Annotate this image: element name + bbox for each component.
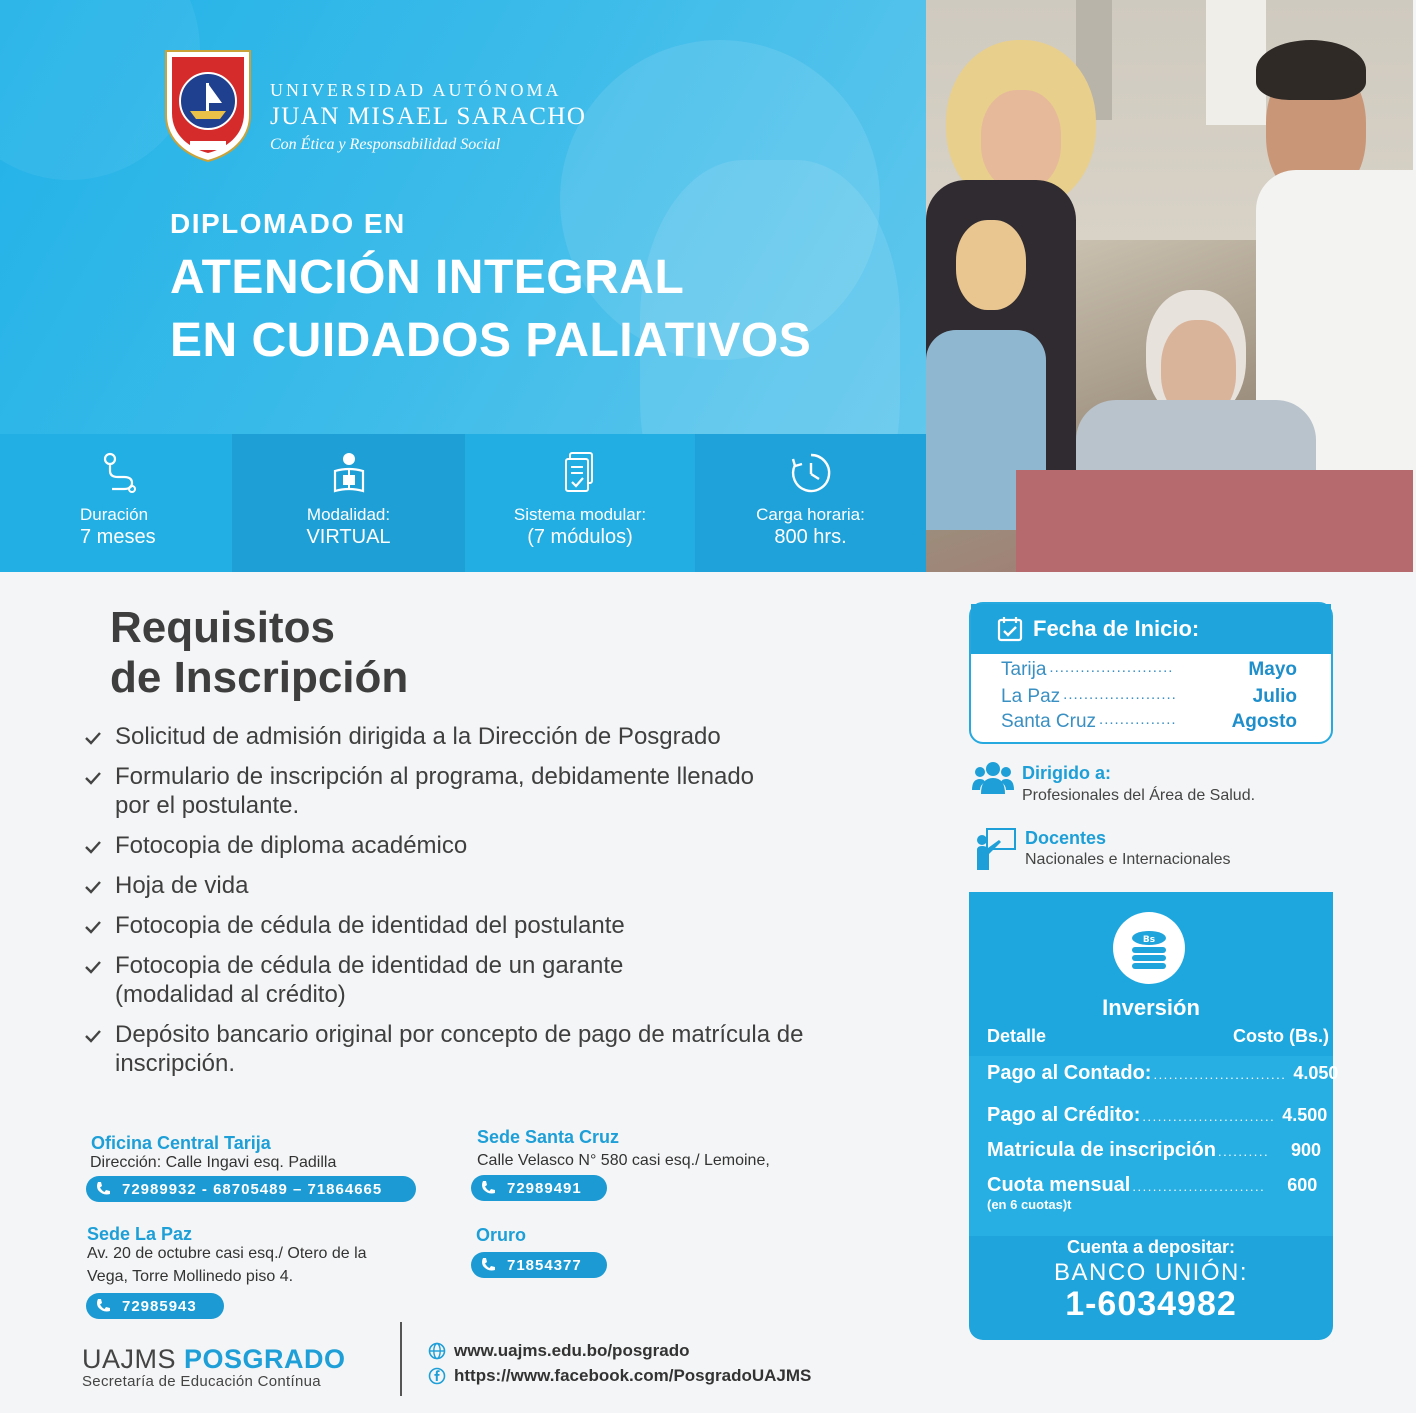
office-santa-cruz-title: Sede Santa Cruz: [477, 1127, 620, 1147]
start-date-leader: ........................: [1049, 659, 1174, 676]
office-tarija-address: Dirección: Calle Ingavi esq. Padilla: [90, 1154, 337, 1171]
investment-box: [969, 892, 1339, 1340]
requirement-text: Formulario de inscripción al programa, debidamente llenado por el postulante.: [115, 763, 755, 819]
investment-row-value: 600: [1287, 1175, 1318, 1195]
program-kicker: DIPLOMADO EN: [170, 208, 406, 239]
start-dates-header: [971, 604, 1331, 654]
info-duration: [0, 434, 232, 572]
office-oruro-phone-number: 71854377: [507, 1256, 582, 1274]
investment-row-label: Matricula de inscripción: [987, 1139, 1216, 1161]
office-santa-cruz-phone[interactable]: [471, 1175, 607, 1201]
office-la-paz-address-line1: Av. 20 de octubre casi esq./ Otero de la: [87, 1245, 367, 1262]
footer-divider: [400, 1322, 402, 1396]
facebook-url: https://www.facebook.com/PosgradoUAJMS: [454, 1366, 812, 1385]
phone-icon: [471, 1252, 505, 1278]
bank-name: BANCO UNIÓN:: [1053, 1259, 1248, 1286]
investment-row-leader: ..........: [1217, 1144, 1270, 1159]
group-people-icon: [972, 760, 1014, 794]
office-tarija-phone[interactable]: [86, 1176, 416, 1202]
brand-name-b: POSGRADO: [184, 1344, 346, 1374]
office-la-paz-phone[interactable]: [86, 1293, 224, 1319]
table-row: [987, 1062, 1339, 1085]
requirement-text: Fotocopia de diploma académico: [115, 832, 468, 859]
info-modality-value: VIRTUAL: [306, 526, 391, 548]
coins-icon: [1113, 912, 1185, 984]
info-modular-system: [465, 434, 695, 572]
requirement-text: Fotocopia de cédula de identidad del postulante: [115, 912, 625, 939]
account-number: 1-6034982: [1065, 1285, 1237, 1323]
check-icon: [84, 960, 102, 974]
investment-row-value: 4.050: [1293, 1063, 1339, 1083]
list-item: [84, 1020, 864, 1078]
office-santa-cruz-phone-number: 72989491: [507, 1179, 582, 1197]
table-row: [987, 1139, 1322, 1162]
start-date-city: Santa Cruz: [1001, 711, 1097, 732]
requirement-text: Hoja de vida: [115, 872, 249, 899]
audience-title: Dirigido a:: [1022, 763, 1111, 783]
account-label: Cuenta a depositar:: [1066, 1237, 1236, 1257]
list-item: [84, 722, 864, 751]
program-info-bar: [0, 434, 926, 572]
hero-photo-hospital-scene: [926, 0, 1413, 572]
requirements-title-line1: Requisitos: [110, 603, 335, 652]
start-date-row: [1001, 711, 1297, 733]
brand-name: [82, 1344, 346, 1375]
office-la-paz-phone-number: 72985943: [122, 1297, 197, 1315]
check-icon: [84, 731, 102, 745]
requirement-text: Depósito bancario original por concepto de pago de matrícula de inscripción.: [115, 1021, 804, 1077]
info-modular-label: Sistema modular:: [513, 505, 647, 524]
university-name-line1: UNIVERSIDAD AUTÓNOMA: [270, 80, 562, 100]
university-motto: Con Ética y Responsabilidad Social: [270, 136, 501, 153]
requirement-text: Fotocopia de cédula de identidad de un garante (modalidad al crédito): [115, 952, 624, 1008]
coins-badge-text: Bs: [1142, 935, 1156, 945]
list-item: [84, 871, 864, 900]
table-row: [987, 1174, 1318, 1197]
investment-installments-note: (en 6 cuotas)t: [987, 1197, 1072, 1212]
start-date-row: [1001, 659, 1297, 681]
hero-blue-panel: [0, 0, 926, 572]
start-date-city: Tarija: [1001, 659, 1047, 680]
start-date-leader: ......................: [1063, 686, 1177, 703]
brand-subtitle: Secretaría de Educación Contínua: [82, 1373, 321, 1390]
route-icon: [100, 451, 140, 495]
info-duration-label: Duración: [80, 505, 149, 524]
website-url: www.uajms.edu.bo/posgrado: [454, 1341, 690, 1360]
start-dates-box: [969, 602, 1333, 744]
start-date-city: La Paz: [1001, 686, 1061, 707]
clock-icon: [789, 451, 833, 495]
investment-row-label: Cuota mensual: [987, 1174, 1131, 1196]
check-icon: [84, 1029, 102, 1043]
office-oruro-title: Oruro: [476, 1225, 527, 1245]
investment-row-label: Pago al Crédito:: [987, 1104, 1141, 1126]
start-date-leader: ...............: [1099, 711, 1177, 728]
office-la-paz-title: Sede La Paz: [87, 1224, 193, 1244]
investment-row-label: Pago al Contado:: [987, 1062, 1152, 1084]
requirements-list: [84, 722, 864, 1089]
program-title-line1: ATENCIÓN INTEGRAL: [170, 251, 685, 304]
facebook-icon: [428, 1367, 446, 1385]
audience-text: Profesionales del Área de Salud.: [1022, 787, 1256, 804]
info-modality: [232, 434, 465, 572]
hero-banner: [0, 0, 1413, 572]
check-icon: [84, 771, 102, 785]
requirements-title-line2: de Inscripción: [110, 653, 409, 702]
coins-badge: [1113, 912, 1185, 984]
investment-row-leader: ..........................: [1132, 1179, 1266, 1194]
office-la-paz-address-line2: Vega, Torre Mollinedo piso 4.: [87, 1268, 294, 1285]
documents-icon: [560, 451, 600, 495]
check-icon: [84, 840, 102, 854]
investment-row-value: 4.500: [1282, 1105, 1328, 1125]
check-icon: [84, 880, 102, 894]
start-date-row: [1001, 686, 1297, 708]
globe-icon: [428, 1342, 446, 1360]
reading-person-icon: [329, 451, 369, 495]
requirements-title: [110, 603, 408, 703]
phone-icon: [86, 1176, 120, 1202]
phone-icon: [471, 1175, 505, 1201]
start-date-month: Julio: [1252, 686, 1297, 707]
website-link[interactable]: [428, 1341, 690, 1361]
table-row: [987, 1104, 1328, 1127]
office-tarija-title: Oficina Central Tarija: [91, 1133, 271, 1153]
info-modality-label: Modalidad:: [306, 505, 391, 524]
university-name-line2: JUAN MISAEL SARACHO: [270, 103, 587, 130]
office-santa-cruz-address: Calle Velasco N° 580 casi esq./ Lemoine,: [477, 1152, 770, 1169]
teachers-title: Docentes: [1025, 828, 1107, 848]
brand-name-a: UAJMS: [82, 1344, 177, 1374]
info-duration-value: 7 meses: [80, 526, 156, 548]
list-item: [84, 762, 764, 820]
info-modular-value: (7 módulos): [527, 526, 633, 548]
facebook-link[interactable]: [428, 1366, 811, 1386]
check-icon: [84, 920, 102, 934]
investment-row-leader: ..........................: [1153, 1067, 1287, 1082]
investment-row-value: 900: [1291, 1140, 1322, 1160]
info-workload-value: 800 hrs.: [774, 526, 847, 548]
teacher-board-icon: [975, 826, 1017, 870]
phone-icon: [86, 1293, 120, 1319]
investment-title: Inversión: [1102, 995, 1200, 1020]
info-workload: [695, 434, 926, 572]
investment-col-cost: Costo (Bs.): [1233, 1026, 1329, 1046]
investment-col-detail: Detalle: [987, 1026, 1047, 1046]
university-seal-logo: [160, 45, 256, 163]
calendar-icon: [997, 616, 1023, 642]
start-dates-title: Fecha de Inicio:: [1033, 616, 1200, 641]
investment-row-leader: ..........................: [1142, 1109, 1276, 1124]
office-oruro-phone[interactable]: [471, 1252, 607, 1278]
start-date-month: Mayo: [1248, 659, 1297, 680]
info-workload-label: Carga horaria:: [756, 505, 865, 524]
office-tarija-phone-number: 72989932 - 68705489 – 71864665: [122, 1180, 383, 1198]
list-item: [84, 951, 724, 1009]
requirement-text: Solicitud de admisión dirigida a la Dirección de Posgrado: [115, 723, 721, 750]
list-item: [84, 911, 864, 940]
program-title-line2: EN CUIDADOS PALIATIVOS: [170, 314, 812, 367]
start-date-month: Agosto: [1231, 711, 1297, 732]
teachers-text: Nacionales e Internacionales: [1025, 851, 1231, 868]
list-item: [84, 831, 864, 860]
